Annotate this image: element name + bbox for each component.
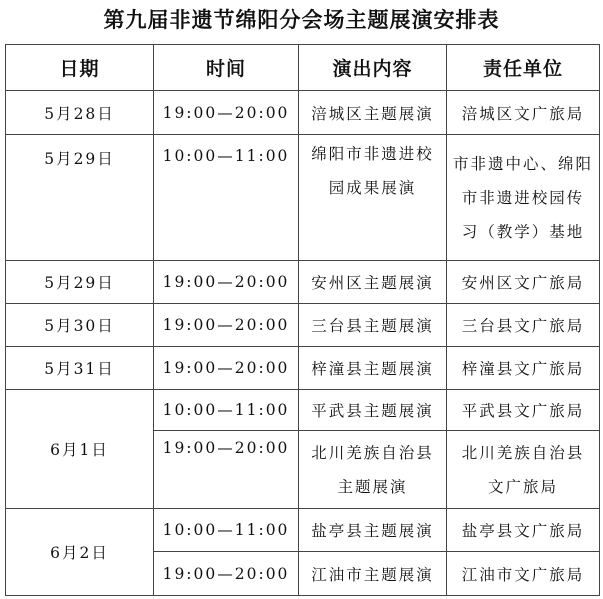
- table-row: [6, 91, 600, 135]
- time-cell: 10:00—11:00: [154, 390, 299, 431]
- time-cell: 10:00—11:00: [154, 135, 299, 261]
- unit-cell: 安州区文广旅局: [447, 261, 600, 304]
- content-cell: [299, 431, 447, 509]
- time-cell: 19:00—20:00: [154, 304, 299, 347]
- content-line: 绵阳市非遗进校: [311, 145, 434, 163]
- table-row: [6, 347, 600, 390]
- content-cell: 涪城区主题展演: [299, 91, 447, 135]
- unit-cell: 江油市文广旅局: [447, 552, 600, 596]
- date-cell: 5月29日: [6, 261, 154, 304]
- unit-line: 市非遗进校园传: [461, 188, 585, 207]
- table-row: [6, 261, 600, 304]
- date-cell: 6月1日: [6, 390, 154, 509]
- header-unit: 责任单位: [447, 45, 600, 91]
- unit-cell: 盐亭县文广旅局: [447, 509, 600, 552]
- time-cell: 19:00—20:00: [154, 431, 299, 509]
- unit-cell: 平武县文广旅局: [447, 390, 600, 431]
- unit-line: 文广旅局: [487, 477, 558, 496]
- content-cell: 安州区主题展演: [299, 261, 447, 304]
- content-line: 主题展演: [337, 477, 408, 496]
- table-row: [6, 509, 600, 552]
- unit-line: 北川羌族自治县: [461, 443, 585, 462]
- document-title: 第九届非遗节绵阳分会场主题展演安排表: [103, 7, 500, 32]
- date-cell: 5月28日: [6, 91, 154, 135]
- unit-line: 市非遗中心、绵阳: [452, 154, 593, 173]
- content-cell: 平武县主题展演: [299, 390, 447, 431]
- content-cell: 盐亭县主题展演: [299, 509, 447, 552]
- content-cell: 三台县主题展演: [299, 304, 447, 347]
- unit-cell: 梓潼县文广旅局: [447, 347, 600, 390]
- header-date: 日期: [6, 45, 154, 91]
- time-cell: 19:00—20:00: [154, 347, 299, 390]
- unit-line: 习（教学）基地: [461, 222, 585, 241]
- content-line: 园成果展演: [328, 179, 417, 197]
- content-line: 北川羌族自治县: [311, 443, 434, 462]
- unit-cell: 三台县文广旅局: [447, 304, 600, 347]
- unit-cell: [447, 431, 600, 509]
- content-cell: [299, 135, 447, 261]
- date-cell: 6月2日: [6, 509, 154, 596]
- unit-cell: 涪城区文广旅局: [447, 91, 600, 135]
- content-cell: 梓潼县主题展演: [299, 347, 447, 390]
- time-cell: 19:00—20:00: [154, 261, 299, 304]
- header-content: 演出内容: [299, 45, 447, 91]
- time-cell: 19:00—20:00: [154, 552, 299, 596]
- time-cell: 19:00—20:00: [154, 91, 299, 135]
- table-row: [6, 390, 600, 431]
- date-cell: 5月31日: [6, 347, 154, 390]
- header-time: 时间: [154, 45, 299, 91]
- date-cell: 5月29日: [6, 135, 154, 261]
- content-cell: 江油市主题展演: [299, 552, 447, 596]
- header-row: [6, 45, 600, 91]
- time-cell: 10:00—11:00: [154, 509, 299, 552]
- schedule-table: [5, 44, 600, 596]
- table-row: [6, 304, 600, 347]
- unit-cell: [447, 135, 600, 261]
- table-row: [6, 135, 600, 261]
- date-cell: 5月30日: [6, 304, 154, 347]
